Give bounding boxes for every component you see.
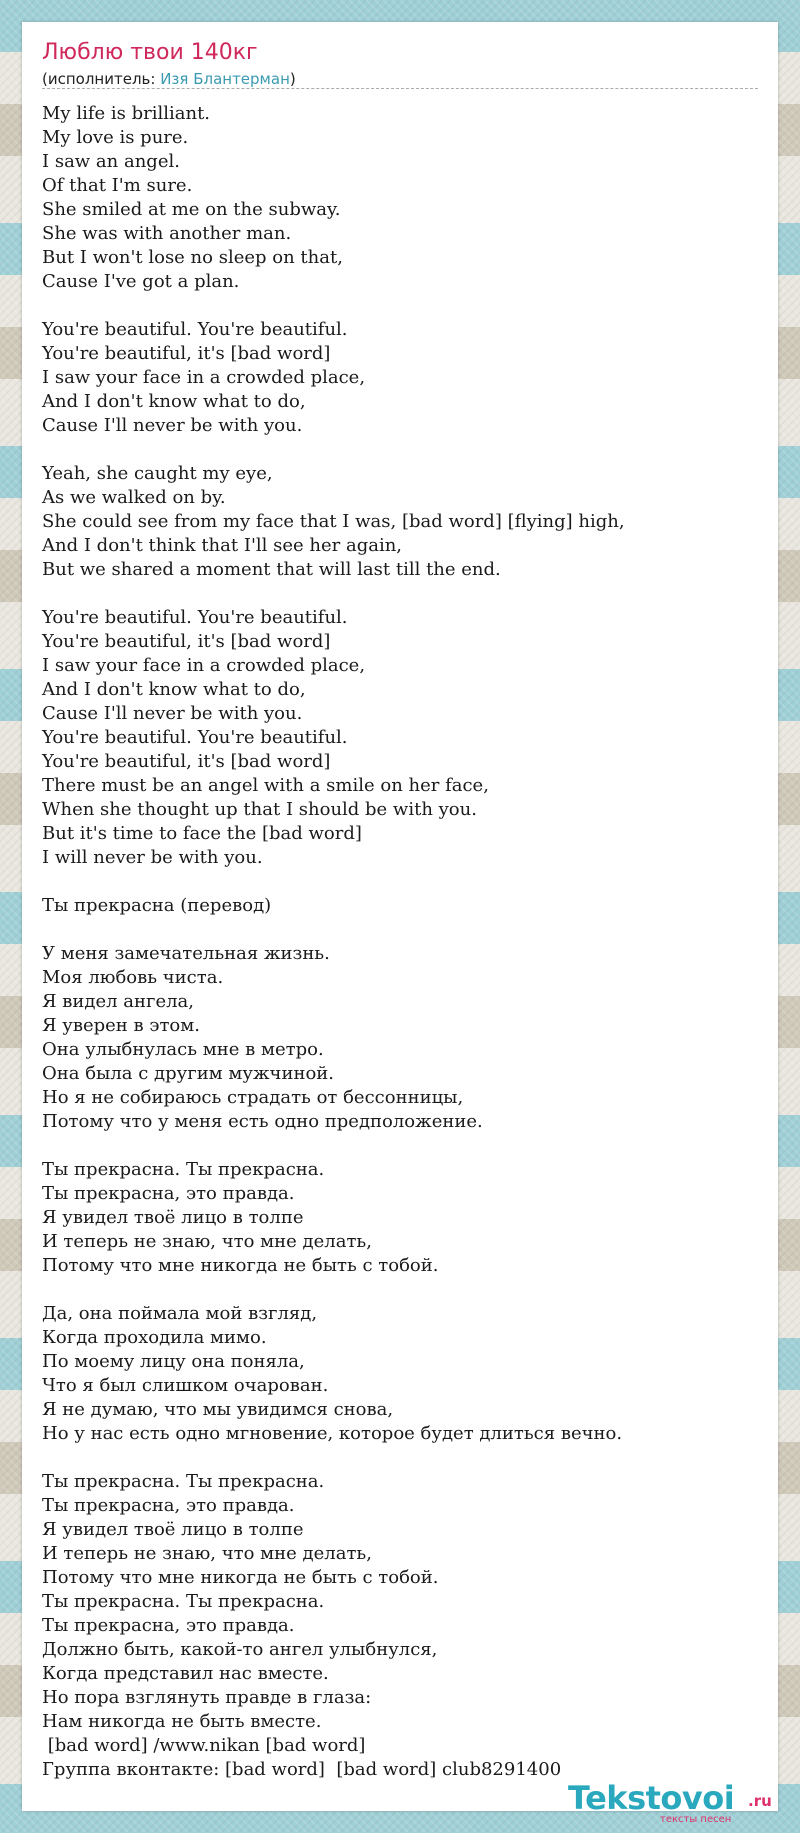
lyrics-card: [22, 22, 778, 1811]
artist-prefix: (исполнитель:: [42, 70, 161, 88]
artist-suffix: ): [289, 70, 296, 88]
logo-tld: .ru: [748, 1792, 772, 1810]
song-title: Люблю твои 140кг: [42, 40, 258, 65]
header-divider: [42, 88, 758, 89]
lyrics-text: My life is brilliant. My love is pure. I saw an angel. Of that I'm sure. She smiled at me on the subway. She was with another man. But I won't lose no sleep on that, Cause I've got a plan. You're beautiful. You're beautiful. You're beautiful, it's [bad word] I saw your face in a crowded place, And I don't know what to do, Cause I'll never be with you. Yeah, she caught my eye, As we walked on by. She could see from my face that I was, [bad word] [flying] high, And I don't think that I'll see her again, But we shared a moment that will last till the end. You're beautiful. You're beautiful. You're beautiful, it's [bad word] I saw your face in a crowded place, And I don't know what to do, Cause I'll never be with you. You're beautiful. You're beautiful. You're beautiful, it's [bad word] There must be an angel with a smile on her face, When she thought up that I should be with you. But it's time to face the [bad word] I will never be with you. Ты прекрасна (перевод) У меня замечательная жизнь. Моя любовь чиста. Я видел ангела, Я уверен в этом. Она улыбнулась мне в метро. Она была с другим мужчиной. Но я не собираюсь страдать от бессонницы, Потому что у меня есть одно предположение. Ты прекрасна. Ты прекрасна. Ты прекрасна, это правда. Я увидел твоё лицо в толпе И теперь не знаю, что мне делать, Потому что мне никогда не быть с тобой. Да, она поймала мой взгляд, Когда проходила мимо. По моему лицу она поняла, Что я был слишком очарован. Я не думаю, что мы увидимся снова, Но у нас есть одно мгновение, которое будет длиться вечно. Ты прекрасна. Ты прекрасна. Ты прекрасна, это правда. Я увидел твоё лицо в толпе И теперь не знаю, что мне делать, Потому что мне никогда не быть с тобой. Ты прекрасна. Ты прекрасна. Ты прекрасна, это правда. Должно быть, какой-то ангел улыбнулся, Когда представил нас вместе. Но пора взглянуть правде в глаза: Нам никогда не быть вместе. [bad word] /www.nikan [bad word] Группа вконтакте: [bad word] [bad word] club8291400: [42, 103, 625, 1780]
artist-link[interactable]: Изя Блантерман: [160, 70, 290, 88]
logo-name: Tekstovoi: [568, 1779, 735, 1817]
artist-line: [42, 70, 296, 88]
site-logo[interactable]: [568, 1780, 778, 1828]
logo-tagline: тексты песен: [660, 1814, 732, 1825]
